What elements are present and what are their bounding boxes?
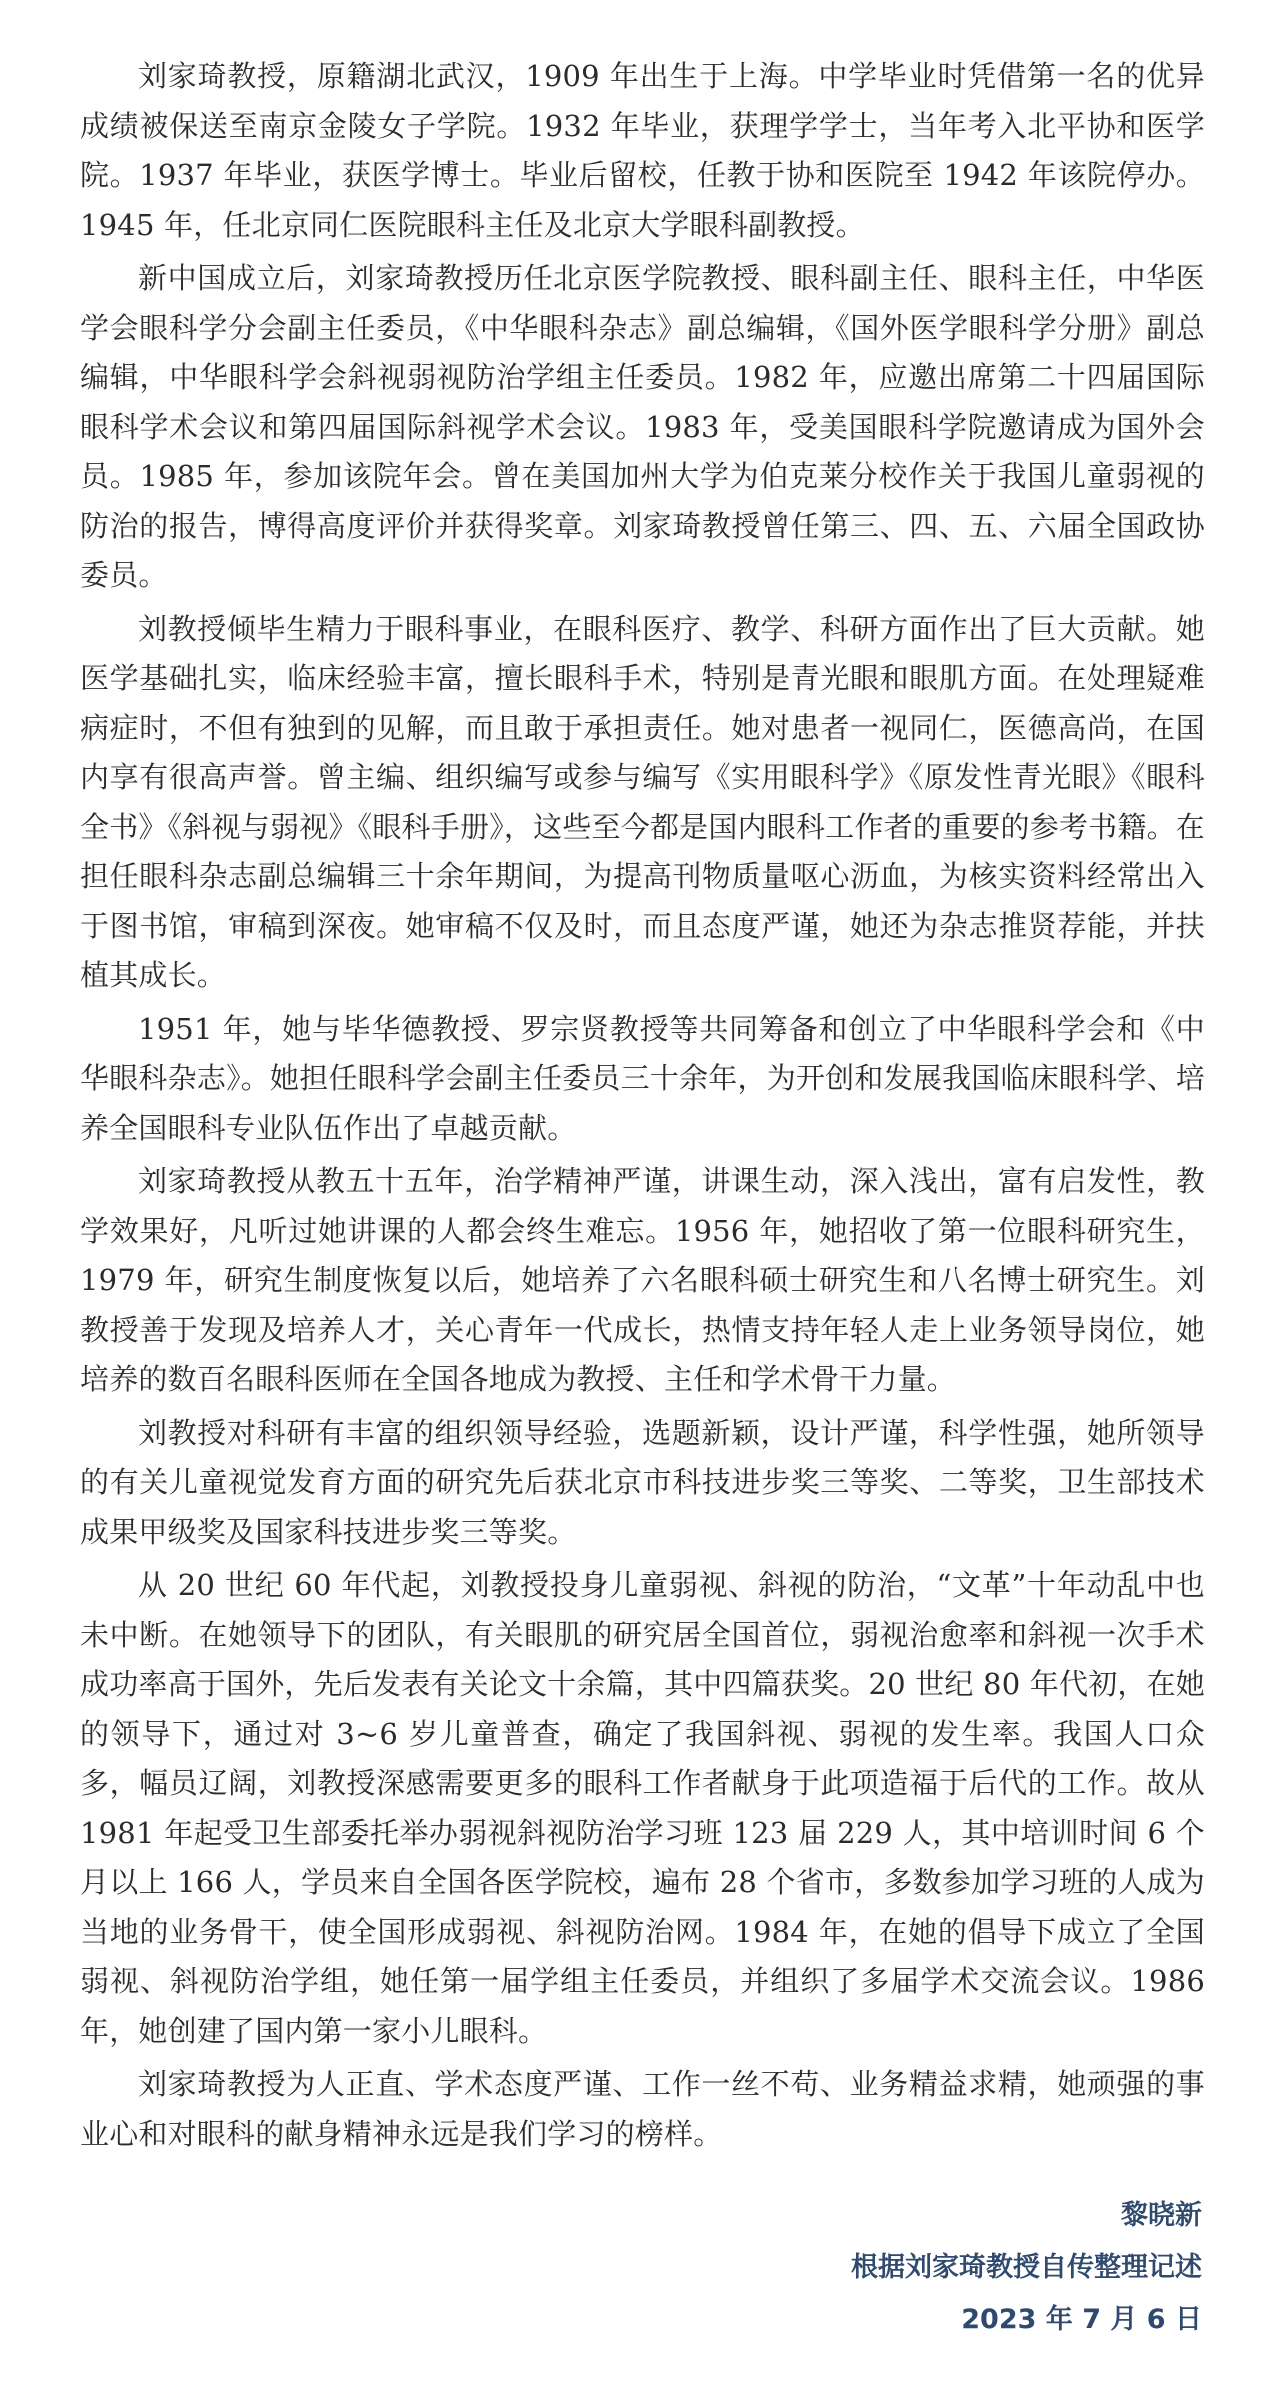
paragraph-research: 刘教授对科研有丰富的组织领导经验，选题新颖，设计严谨，科学性强，她所领导的有关儿童视觉发育方面的研究先后获北京市科技进步奖三等奖、二等奖，卫生部技术成果甲级奖及国家科技进步奖三等奖。 — [80, 1415, 1205, 1549]
paragraph-amblyopia-work: 从 20 世纪 60 年代起，刘教授投身儿童弱视、斜视的防治，“文革”十年动乱中也未中断。在她领导下的团队，有关眼肌的研究居全国首位，弱视治愈率和斜视一次手术成功率高于国外，先后发表有关论文十余篇，其中四篇获奖。20 世纪 80 年代初，在她的领导下，通过对 3~6 岁儿童普查，确定了我国斜视、弱视的发生率。我国人口众多，幅员辽阔，刘教授深感需要更多的眼科工作者献身于此项造福于后代的工作。故从 1981 年起受卫生部委托举办弱视斜视防治学习班 123 届 229 人，其中培训时间 6 个月以上 166 人，学员来自全国各医学院校，遍布 28 个省市，多数参加学习班的人成为当地的业务骨干，使全国形成弱视、斜视防治网。1984 年，在她的倡导下成立了全国弱视、斜视防治学组，她任第一届学组主任委员，并组织了多届学术交流会议。1986 年，她创建了国内第一家小儿眼科。 — [80, 1568, 1205, 2048]
paragraph-positions: 新中国成立后，刘家琦教授历任北京医学院教授、眼科副主任、眼科主任，中华医学会眼科学分会副主任委员，《中华眼科杂志》副总编辑，《国外医学眼科学分册》副总编辑，中华眼科学会斜视弱视防治学组主任委员。1982 年，应邀出席第二十四届国际眼科学术会议和第四届国际斜视学术会议。1983 年，受美国眼科学院邀请成为国外会员。1985 年，参加该院年会。曾在美国加州大学为伯克莱分校作关于我国儿童弱视的防治的报告，博得高度评价并获得奖章。刘家琦教授曾任第三、四、五、六届全国政协委员。 — [80, 261, 1205, 592]
signature-author: 黎晓新 — [1121, 2200, 1202, 2231]
signature-date: 2023 年 7 月 6 日 — [961, 2304, 1202, 2335]
paragraph-biography-intro: 刘家琦教授，原籍湖北武汉，1909 年出生于上海。中学毕业时凭借第一名的优异成绩被保送至南京金陵女子学院。1932 年毕业，获理学学士，当年考入北平协和医学院。1937 年毕业，获医学博士。毕业后留校，任教于协和医院至 1942 年该院停办。1945 年，任北京同仁医院眼科主任及北京大学眼科副教授。 — [80, 59, 1205, 242]
paragraph-closing: 刘家琦教授为人正直、学术态度严谨、工作一丝不苟、业务精益求精，她顽强的事业心和对眼科的献身精神永远是我们学习的榜样。 — [80, 2067, 1205, 2151]
paragraph-founding: 1951 年，她与毕华德教授、罗宗贤教授等共同筹备和创立了中华眼科学会和《中华眼科杂志》。她担任眼科学会副主任委员三十余年，为开创和发展我国临床眼科学、培养全国眼科专业队伍作出了卓越贡献。 — [80, 1011, 1205, 1145]
signature-note: 根据刘家琦教授自传整理记述 — [851, 2252, 1202, 2283]
paragraph-teaching: 刘家琦教授从教五十五年，治学精神严谨，讲课生动，深入浅出，富有启发性，教学效果好，凡听过她讲课的人都会终生难忘。1956 年，她招收了第一位眼科研究生，1979 年，研究生制度恢复以后，她培养了六名眼科硕士研究生和八名博士研究生。刘教授善于发现及培养人才，关心青年一代成长，热情支持年轻人走上业务领导岗位，她培养的数百名眼科医师在全国各地成为教授、主任和学术骨干力量。 — [80, 1164, 1205, 1396]
paragraph-contributions: 刘教授倾毕生精力于眼科事业，在眼科医疗、教学、科研方面作出了巨大贡献。她医学基础扎实，临床经验丰富，擅长眼科手术，特别是青光眼和眼肌方面。在处理疑难病症时，不但有独到的见解，而且敢于承担责任。她对患者一视同仁，医德高尚，在国内享有很高声誉。曾主编、组织编写或参与编写《实用眼科学》《原发性青光眼》《眼科全书》《斜视与弱视》《眼科手册》，这些至今都是国内眼科工作者的重要的参考书籍。在担任眼科杂志副总编辑三十余年期间，为提高刊物质量呕心沥血，为核实资料经常出入于图书馆，审稿到深夜。她审稿不仅及时，而且态度严谨，她还为杂志推贤荐能，并扶植其成长。 — [80, 611, 1205, 992]
article-body — [80, 52, 1205, 2163]
signature-block — [851, 2190, 1202, 2346]
